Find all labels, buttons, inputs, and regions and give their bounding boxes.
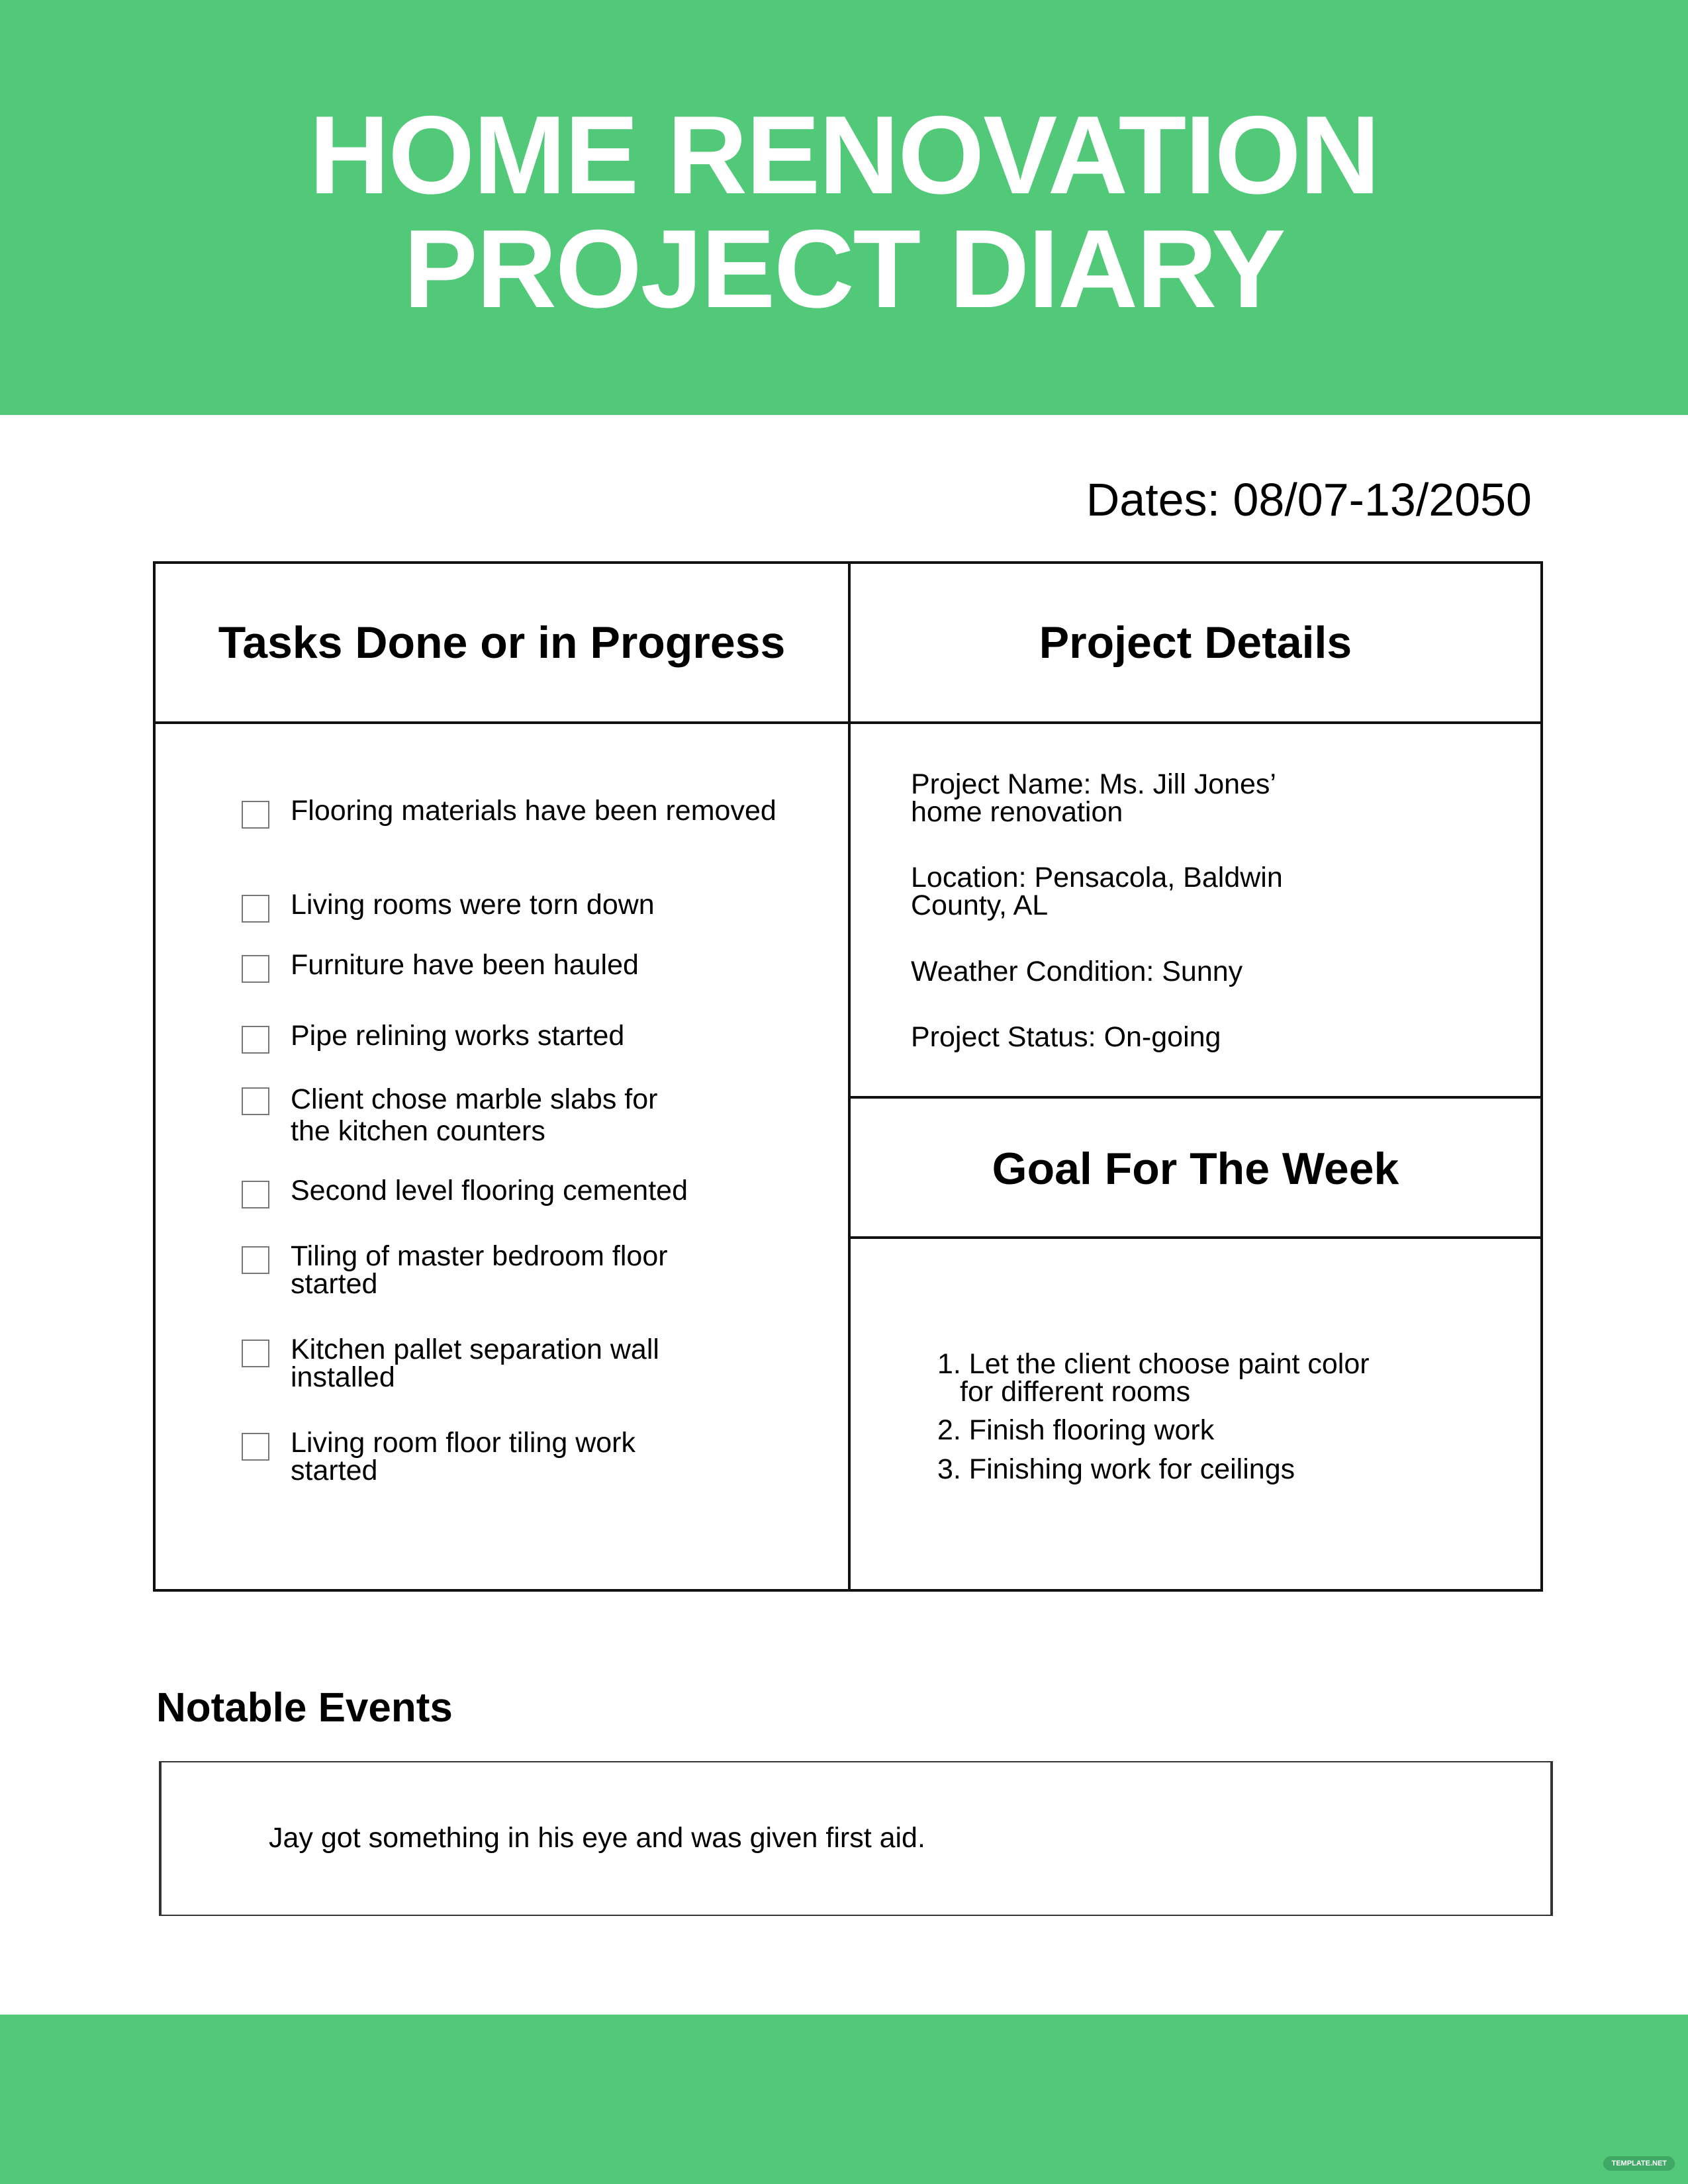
- notable-events-heading: Notable Events: [156, 1685, 453, 1731]
- task-checkbox[interactable]: [242, 1026, 269, 1054]
- task-checkbox[interactable]: [242, 895, 269, 923]
- notable-events-box: [159, 1761, 1553, 1916]
- title-line-2: PROJECT DIARY: [403, 206, 1285, 331]
- header-banner: [0, 0, 1688, 415]
- project-name: Project Name: Ms. Jill Jones’ home renovation: [911, 768, 1276, 828]
- details-heading: Project Details: [1039, 617, 1352, 668]
- task-checkbox[interactable]: [242, 1340, 269, 1367]
- task-checkbox[interactable]: [242, 801, 269, 829]
- task-checkbox[interactable]: [242, 955, 269, 983]
- goals-heading: Goal For The Week: [992, 1144, 1399, 1194]
- dates: Dates: 08/07-13/2050: [1086, 474, 1532, 525]
- notable-events-text: Jay got something in his eye and was given first aid.: [269, 1822, 925, 1854]
- template-net-badge[interactable]: TEMPLATE.NET: [1603, 2156, 1675, 2171]
- task-checkbox[interactable]: [242, 1181, 269, 1208]
- project-status: Project Status: On-going: [911, 1021, 1221, 1053]
- goal-item: 3. Finishing work for ceilings: [937, 1453, 1295, 1485]
- task-checkbox[interactable]: [242, 1087, 269, 1115]
- header-divider: [156, 721, 1540, 724]
- footer-banner: [0, 2015, 1688, 2184]
- goal-item: 1. Let the client choose paint color for different rooms: [937, 1348, 1370, 1408]
- task-checkbox[interactable]: [242, 1433, 269, 1461]
- task-checkbox[interactable]: [242, 1246, 269, 1274]
- weather-condition: Weather Condition: Sunny: [911, 956, 1243, 987]
- goal-item: 2. Finish flooring work: [937, 1414, 1215, 1446]
- details-divider: [848, 1096, 1540, 1099]
- goal-header-divider: [848, 1236, 1540, 1239]
- tasks-heading: Tasks Done or in Progress: [218, 617, 786, 668]
- column-divider: [848, 564, 851, 1589]
- project-location: Location: Pensacola, Baldwin County, AL: [911, 862, 1283, 921]
- title-line-1: HOME RENOVATION: [309, 93, 1379, 217]
- diary-table: Tasks Done or in Progress Project Details Goal For The Week Flooring materials have been removed Living rooms were torn down Furniture have been hauled Pipe relining works started Client chose marble slabs for the kitchen counters Second level flooring cemented Tiling of master bedroom floor started Kitchen pallet separation wall installed Living room floor tiling work started Project Name: Ms. Jill Jones’ home renovation Location: Pensacola, Baldwin County, AL Weather Condition: Sunny Project Status: On-going 1. Let the client choose paint color for different rooms 2. Finish flooring work 3. Finishing work for ceilings: [153, 561, 1543, 1592]
